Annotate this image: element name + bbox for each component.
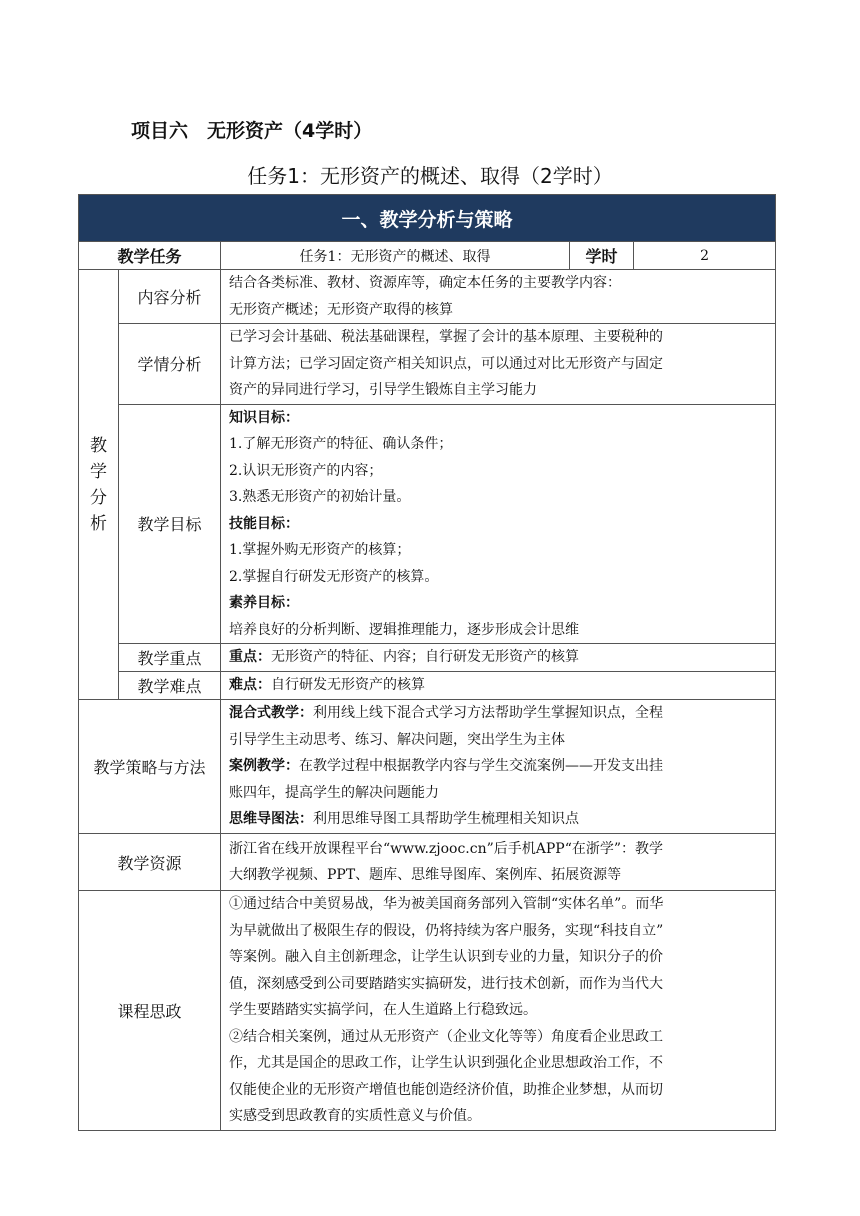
objectives-text: 知识目标： 1.了解无形资产的特征、确认条件； 2.认识无形资产的内容； 3.熟悉无形资产的初始计量。 技能目标： 1.掌握外购无形资产的核算； 2.掌握自行研发无形资产的核算。 素养目标： 培养良好的分析判断、逻辑推理能力，逐步形成会计思维 [221,404,776,644]
analysis-group-cell [79,270,119,700]
difficult-points-label: 教学难点 [119,672,221,700]
key-points-label: 教学重点 [119,644,221,672]
resources-text: 浙江省在线开放课程平台“www.zjooc.cn”后手机APP“在浙学”：教学 大纲教学视频、PPT、题库、思维导图库、案例库、拓展资源等 [221,834,776,891]
learner-analysis-label: 学情分析 [119,324,221,405]
strategy-text: 混合式教学：利用线上线下混合式学习方法帮助学生掌握知识点，全程 引导学生主动思考、练习、解决问题，突出学生为主体 案例教学：在教学过程中根据教学内容与学生交流案例——开发支出挂 账四年，提高学生的解决问题能力 思维导图法：利用思维导图工具帮助学生梳理相关知识点 [221,700,776,834]
key-points-text: 重点：无形资产的特征、内容；自行研发无形资产的核算 [221,644,776,672]
ideology-label: 课程思政 [79,891,221,1131]
resources-label: 教学资源 [79,834,221,891]
objectives-label: 教学目标 [119,404,221,644]
content-analysis-text: 结合各类标准、教材、资源库等，确定本任务的主要教学内容： 无形资产概述；无形资产取得的核算 [221,270,776,324]
learner-analysis-text: 已学习会计基础、税法基础课程，掌握了会计的基本原理、主要税种的 计算方法；已学习固定资产相关知识点，可以通过对比无形资产与固定 资产的异同进行学习，引导学生锻炼自主学习能力 [221,324,776,405]
hours-label: 学时 [570,242,634,270]
teaching-plan-table [78,194,776,1131]
strategy-label: 教学策略与方法 [79,700,221,834]
task-title: 任务1：无形资产的概述、取得（2学时） [247,164,613,188]
project-title: 项目六 无形资产（4学时） [131,120,373,142]
task-value: 任务1：无形资产的概述、取得 [221,242,570,270]
task-label: 教学任务 [79,242,221,270]
content-analysis-label: 内容分析 [119,270,221,324]
difficult-points-text: 难点：自行研发无形资产的核算 [221,672,776,700]
section-banner: 一、教学分析与策略 [79,195,776,242]
analysis-group-label: 教 学 分 析 [90,435,107,534]
ideology-text: ①通过结合中美贸易战，华为被美国商务部列入管制“实体名单”。而华 为早就做出了极限生存的假设，仍将持续为客户服务，实现“科技自立” 等案例。融入自主创新理念，让学生认识到专业的力量，知识分子的价 值，深刻感受到公司要踏踏实实搞研发，进行技术创新，而作为当代大 学生要踏踏实实搞学问，在人生道路上行稳致远。 ②结合相关案例，通过从无形资产（企业文化等等）角度看企业思政工 作，尤其是国企的思政工作，让学生认识到强化企业思想政治工作，不 仅能使企业的无形资产增值也能创造经济价值，助推企业梦想，从而切 实感受到思政教育的实质性意义与价值。 [221,891,776,1131]
hours-value: 2 [634,242,776,270]
